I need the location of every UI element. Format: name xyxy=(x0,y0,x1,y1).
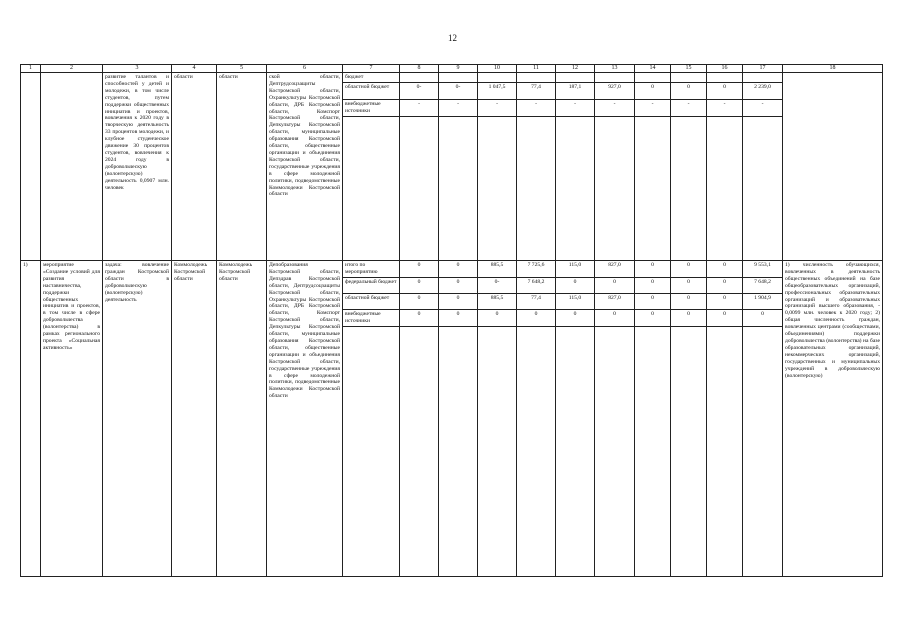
cell-source xyxy=(343,116,400,260)
cell-value xyxy=(595,73,635,83)
cell-value: 115,0 xyxy=(556,293,595,309)
cell-value xyxy=(595,326,635,576)
page-number: 12 xyxy=(448,33,457,43)
cell-value: - xyxy=(556,99,595,116)
col-header: 16 xyxy=(707,65,743,73)
cell-value xyxy=(439,116,478,260)
cell-responsible: области xyxy=(172,73,217,261)
col-header: 1 xyxy=(21,65,41,73)
cell-value: - xyxy=(671,99,707,116)
cell-value: 0- xyxy=(400,83,439,99)
col-header: 9 xyxy=(439,65,478,73)
col-header: 5 xyxy=(217,65,267,73)
col-header: 6 xyxy=(267,65,343,73)
cell-participants: ской области, Дептрудсоцзащиты Костромской области, Охранкультуры Костромской области, ДРБ Костромской области, Комспорт Костромской области, Депкультуры Костромской области, муниципальные образования Костромской области, общественные организации и объединения Костромской области, государственные учреждения в сфере молодежной политики, подведомственные Коммолодежи Костромской области xyxy=(267,73,343,261)
cell-value xyxy=(595,116,635,260)
cell-value xyxy=(439,73,478,83)
cell-value xyxy=(635,116,671,260)
cell-value xyxy=(478,326,517,576)
cell-value: - xyxy=(743,99,783,116)
cell-value: 0 xyxy=(478,309,517,326)
cell-value: 0 xyxy=(635,309,671,326)
col-header: 15 xyxy=(671,65,707,73)
cell-value: 0 xyxy=(635,83,671,99)
cell-value xyxy=(707,326,743,576)
cell-value xyxy=(478,73,517,83)
cell-value: 0 xyxy=(517,309,556,326)
cell-value: 7 725,6 xyxy=(517,261,556,278)
col-header: 14 xyxy=(635,65,671,73)
cell-value: 0 xyxy=(671,261,707,278)
cell-value: 0 xyxy=(400,309,439,326)
cell-value: 0 xyxy=(671,277,707,293)
cell-source: областной бюджет xyxy=(343,293,400,309)
col-header: 3 xyxy=(103,65,172,73)
col-header: 18 xyxy=(783,65,883,73)
cell-value: 0 xyxy=(439,293,478,309)
cell-num: 1) xyxy=(21,261,41,577)
cell-source: итого по мероприятию xyxy=(343,261,400,278)
cell-value xyxy=(478,116,517,260)
cell-value xyxy=(671,116,707,260)
col-header: 13 xyxy=(595,65,635,73)
cell-value: 7 648,2 xyxy=(743,277,783,293)
cell-value: 9 553,1 xyxy=(743,261,783,278)
cell-value: 0 xyxy=(556,277,595,293)
cell-value: - xyxy=(635,99,671,116)
cell-source: внебюджетные источники xyxy=(343,309,400,326)
col-header: 12 xyxy=(556,65,595,73)
cell-value xyxy=(707,73,743,83)
cell-value: 0 xyxy=(439,277,478,293)
cell-value: 115,0 xyxy=(556,261,595,278)
cell-value: 0 xyxy=(595,277,635,293)
col-header: 7 xyxy=(343,65,400,73)
cell-value xyxy=(743,116,783,260)
cell-value xyxy=(517,116,556,260)
cell-value xyxy=(400,73,439,83)
col-header: 11 xyxy=(517,65,556,73)
cell-coordinator: Коммолодежь Костромской области xyxy=(217,261,267,577)
cell-value xyxy=(743,326,783,576)
cell-value: 827,0 xyxy=(595,293,635,309)
cell-value: 0 xyxy=(707,83,743,99)
cell-value: 0- xyxy=(478,277,517,293)
cell-num xyxy=(21,73,41,261)
cell-value: 7 648,2 xyxy=(517,277,556,293)
cell-value: - xyxy=(595,99,635,116)
cell-value: 885,5 xyxy=(478,293,517,309)
cell-event xyxy=(41,73,103,261)
cell-coordinator: области xyxy=(217,73,267,261)
cell-value: 0 xyxy=(400,261,439,278)
cell-value xyxy=(400,116,439,260)
cell-value: 0 xyxy=(439,309,478,326)
cell-value xyxy=(400,326,439,576)
cell-value: 0 xyxy=(707,293,743,309)
cell-value xyxy=(556,116,595,260)
cell-value: 2 239,0 xyxy=(743,83,783,99)
cell-value: - xyxy=(707,99,743,116)
cell-source: внебюджетные источники xyxy=(343,99,400,116)
cell-value xyxy=(743,73,783,83)
cell-value: 0 xyxy=(400,277,439,293)
cell-value xyxy=(556,326,595,576)
table-row xyxy=(21,73,883,83)
cell-value: 0 xyxy=(400,293,439,309)
cell-value: 1 047,5 xyxy=(478,83,517,99)
cell-value: 77,4 xyxy=(517,293,556,309)
cell-source xyxy=(343,326,400,576)
cell-value: 0 xyxy=(635,293,671,309)
cell-value: 187,1 xyxy=(556,83,595,99)
cell-value: 0 xyxy=(635,277,671,293)
cell-value: 0 xyxy=(556,309,595,326)
cell-value xyxy=(671,326,707,576)
cell-value: 0 xyxy=(743,309,783,326)
cell-value xyxy=(671,73,707,83)
cell-value: 885,5 xyxy=(478,261,517,278)
program-table xyxy=(20,64,883,577)
column-number-row xyxy=(21,65,883,73)
cell-value xyxy=(635,73,671,83)
cell-value: 0- xyxy=(439,83,478,99)
cell-source: федеральный бюджет xyxy=(343,277,400,293)
cell-responsible: Коммолодежь Костромской области xyxy=(172,261,217,577)
cell-value xyxy=(517,73,556,83)
cell-value: 0 xyxy=(635,261,671,278)
cell-value: 1 904,9 xyxy=(743,293,783,309)
cell-value: 0 xyxy=(671,293,707,309)
cell-value: 827,0 xyxy=(595,261,635,278)
cell-source: бюджет xyxy=(343,73,400,83)
cell-value: 0 xyxy=(707,277,743,293)
cell-value: 0 xyxy=(671,309,707,326)
cell-value xyxy=(439,326,478,576)
cell-source: областной бюджет xyxy=(343,83,400,99)
cell-value: 0 xyxy=(707,309,743,326)
cell-value: 927,0 xyxy=(595,83,635,99)
cell-task: развитие талантов и способностей у детей и молодежи, в том числе студентов, путем поддержки общественных инициатив и проектов, вовлечения к 2020 году в творческую деятельность 33 процентов молодежи, и клубное студенческое движение 30 процентов студентов, вовлечения к 2024 году в добровольческую (волонтерскую) деятельность 0,0907 млн. человек xyxy=(103,73,172,261)
cell-value: 77,4 xyxy=(517,83,556,99)
col-header: 17 xyxy=(743,65,783,73)
cell-value: - xyxy=(400,99,439,116)
cell-value xyxy=(635,326,671,576)
col-header: 8 xyxy=(400,65,439,73)
cell-event: мероприятие «Создание условий для развития наставничества, поддержки общественных инициатив и проектов, в том числе в сфере добровольчества (волонтерства) в рамках регионального проекта «Социальная активность» xyxy=(41,261,103,577)
col-header: 4 xyxy=(172,65,217,73)
cell-value: - xyxy=(439,99,478,116)
cell-value xyxy=(556,73,595,83)
cell-value: 0 xyxy=(671,83,707,99)
col-header: 10 xyxy=(478,65,517,73)
cell-value: 0 xyxy=(595,309,635,326)
cell-indicator xyxy=(783,73,883,261)
cell-task: задача: вовлечение граждан Костромской области в добровольческую (волонтерскую) деятельность xyxy=(103,261,172,577)
cell-value: - xyxy=(517,99,556,116)
table-row xyxy=(21,261,883,278)
cell-indicator: 1) численность обучающихся, вовлеченных в деятельность общественных объединений на базе общеобразовательных организаций, профессиональных образовательных организаций и образовательных организаций высшего образования, - 0,0099 млн. человек к 2020 году; 2) общая численность граждан, вовлеченных центрами (сообществами, объединениями) поддержки добровольчества (волонтерства) на базе образовательных организаций, некоммерческих организаций, государственных и муниципальных учреждений в добровольческую (волонтерскую) xyxy=(783,261,883,577)
cell-value: - xyxy=(478,99,517,116)
cell-value: 0 xyxy=(439,261,478,278)
cell-value: 0 xyxy=(707,261,743,278)
cell-participants: Депобразования Костромской области, Депздрав Костромской области, Дептрудсоцзащиты Костромской области, Охранкультуры Костромской области, ДРБ Костромской области, Комспорт Костромской области, Депкультуры Костромской области, муниципальные образования Костромской области, общественные организации и объединения Костромской области, государственные учреждения в сфере молодежной политики, подведомственные Коммолодежи Костромской области xyxy=(267,261,343,577)
cell-value xyxy=(517,326,556,576)
cell-value xyxy=(707,116,743,260)
col-header: 2 xyxy=(41,65,103,73)
